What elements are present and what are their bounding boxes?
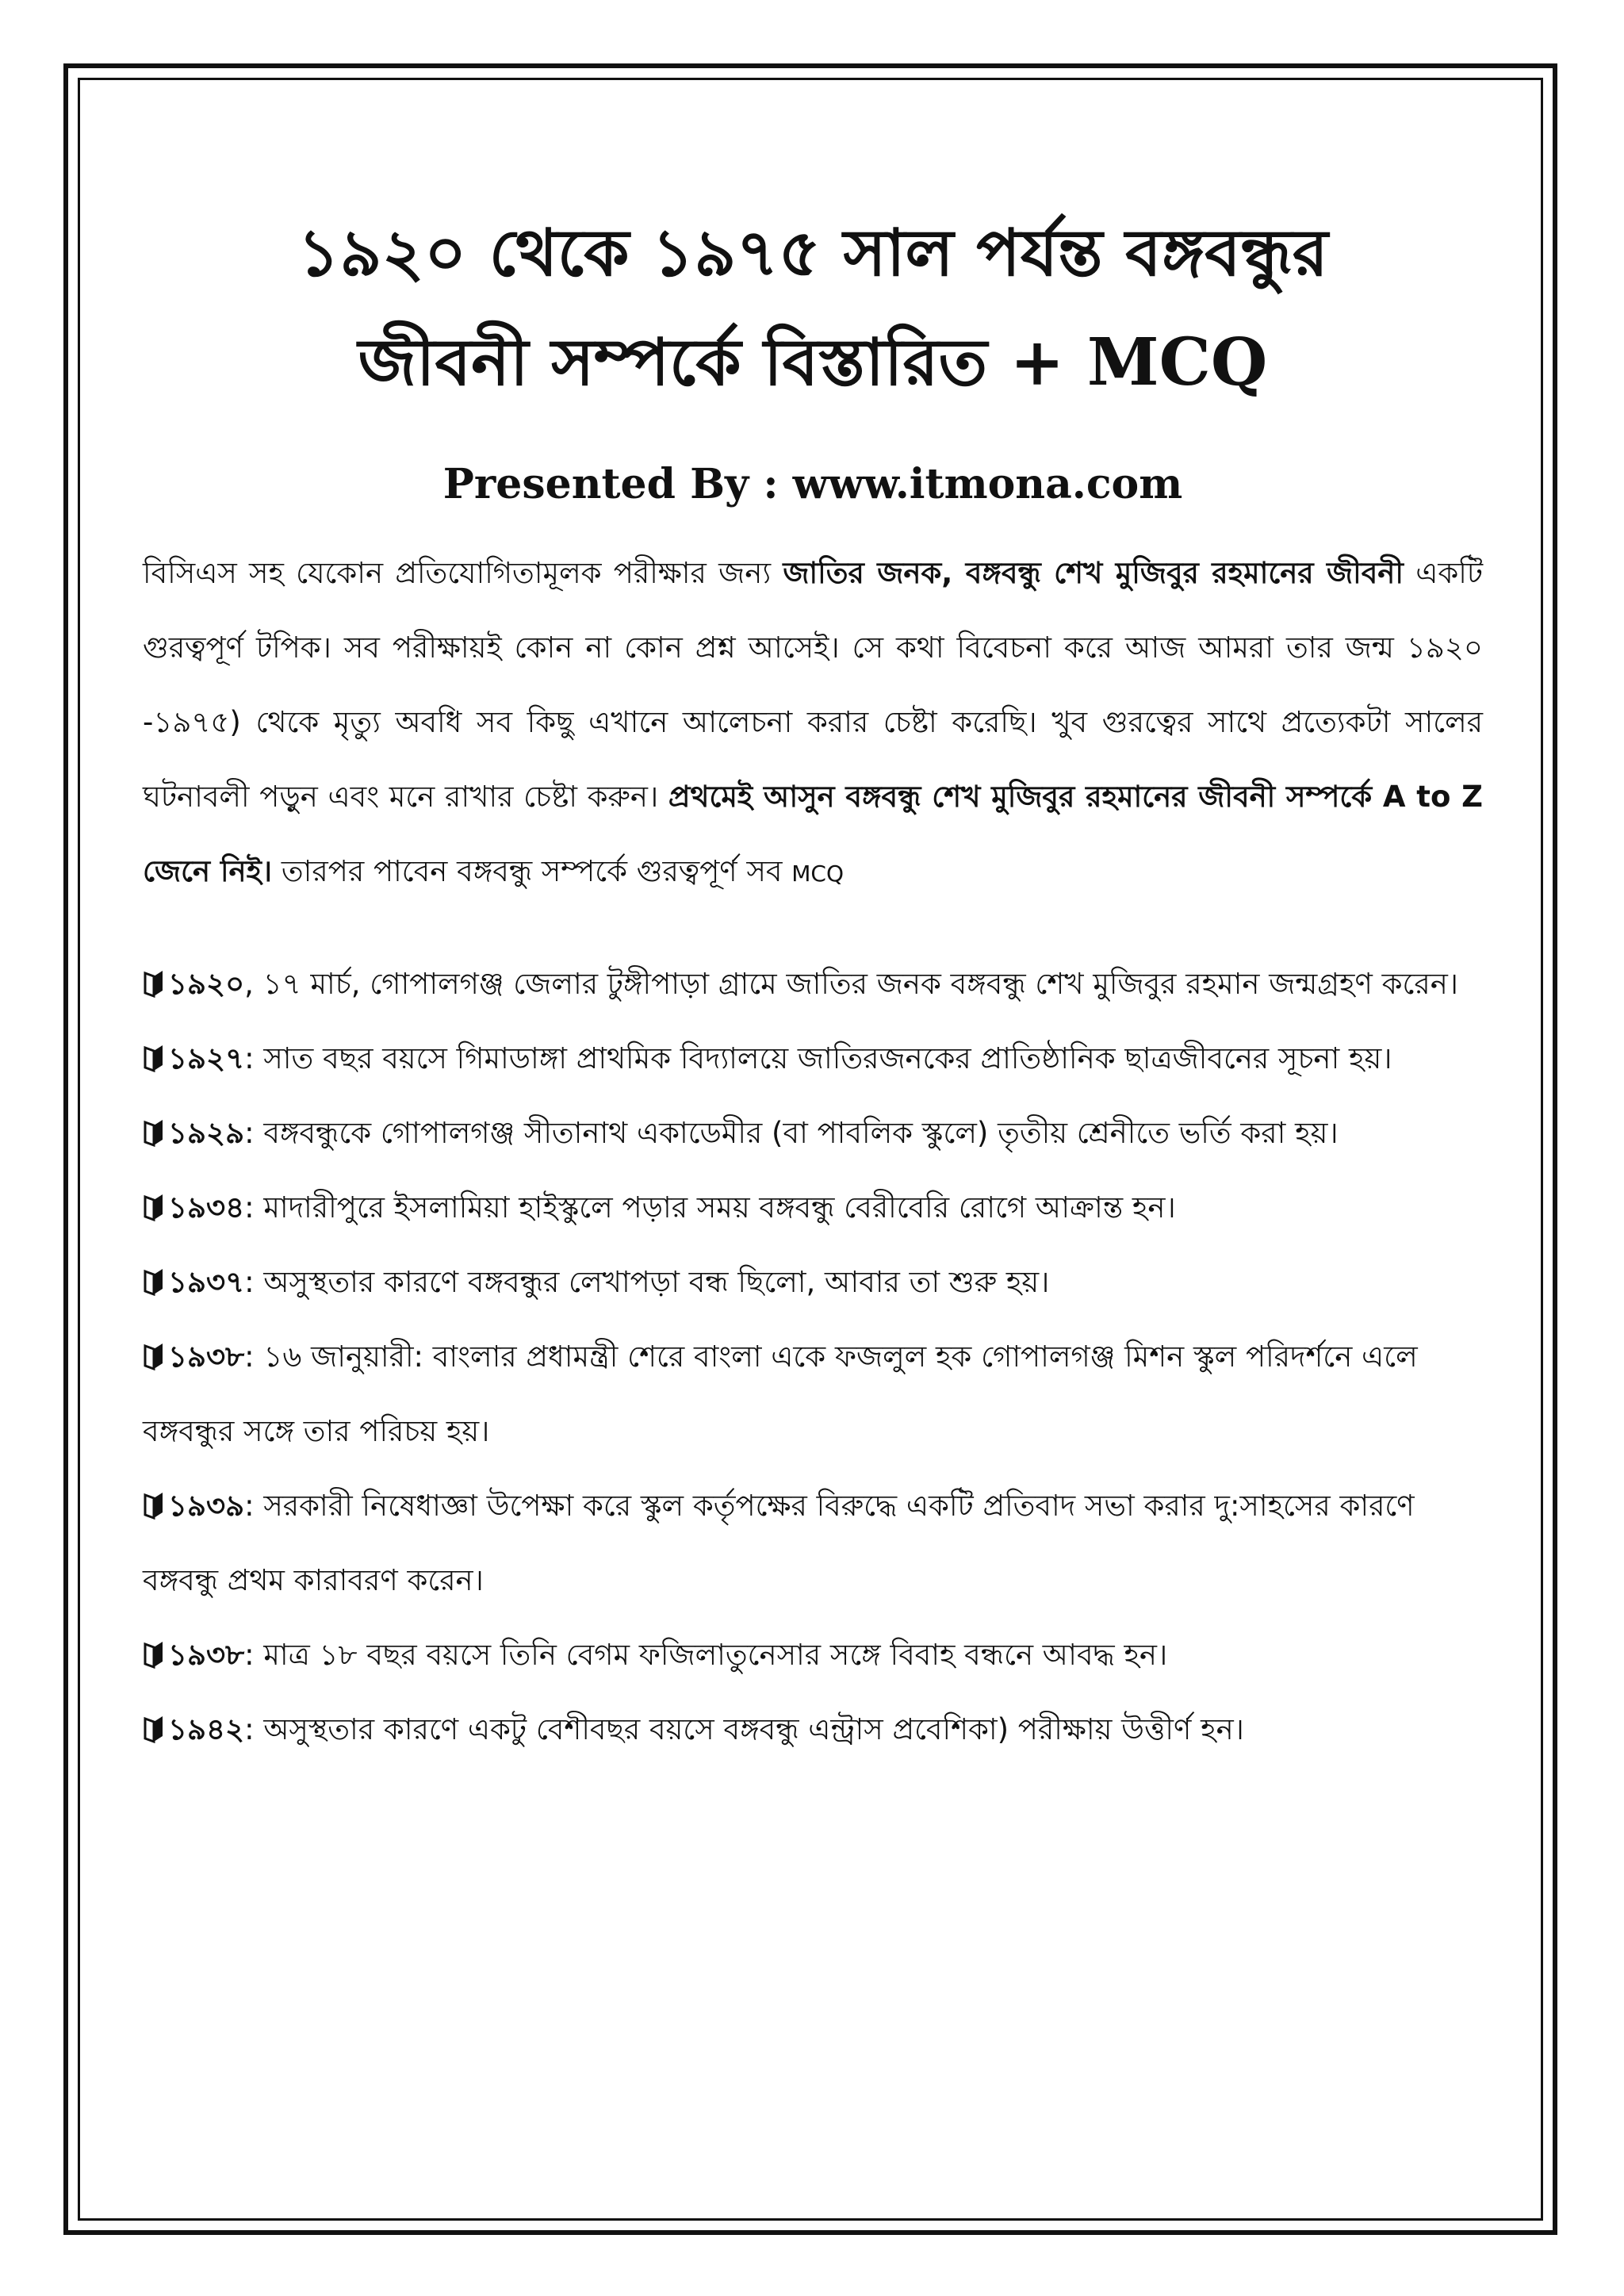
timeline-year: ১৯২৯ <box>168 1116 245 1150</box>
timeline-item <box>143 947 1483 1022</box>
presented-by: Presented By : www.itmona.com <box>442 460 1183 508</box>
intro-bold-1: জাতির জনক, বঙ্গবন্ধু শেখ মুজিবুর রহমানের জীবনী <box>783 556 1404 590</box>
timeline-year: ১৯২৭ <box>168 1041 245 1075</box>
timeline-item <box>143 1245 1483 1320</box>
timeline-year: ১৯৩৮ <box>168 1638 245 1672</box>
timeline-text: : মাত্র ১৮ বছর বয়সে তিনি বেগম ফজিলাতুনেসার সঙ্গে বিবাহ বন্ধনে আবদ্ধ হন। <box>244 1638 1168 1672</box>
timeline-year: ১৯৩৮ <box>168 1340 245 1374</box>
book-icon <box>143 1101 165 1131</box>
timeline-year: ১৯৩৯ <box>168 1489 245 1523</box>
timeline-text: : সরকারী নিষেধাজ্ঞা উপেক্ষা করে স্কুল কর্তৃপক্ষের বিরুদ্ধে একটি প্রতিবাদ সভা করার দু:সাহসের কারণে বঙ্গবন্ধু প্রথম কারাবরণ করেন। <box>143 1489 1415 1597</box>
book-icon <box>143 1026 165 1056</box>
book-icon <box>143 1623 165 1653</box>
intro-bold-2: প্রথমেই আসুন বঙ্গবন্ধু শেখ মুজিবুর রহমানের জীবনী সম্পর্কে A to Z জেনে নিই। <box>143 780 1483 888</box>
timeline-item <box>143 1692 1483 1767</box>
timeline-text: : অসুস্থতার কারণে একটু বেশীবছর বয়সে বঙ্গবন্ধু এন্ট্রাস প্রবেশিকা) পরীক্ষায় উত্তীর্ণ হন। <box>244 1712 1244 1746</box>
intro-text-2: একটি গুরত্বপূর্ণ টপিক। সব পরীক্ষায়ই কোন না কোন প্রশ্ন আসেই। সে কথা বিবেচনা করে আজ আমরা তার জন্ম ১৯২০ -১৯৭৫) থেকে মৃত্যু অবধি সব কিছু এখানে আলেচনা করার চেষ্টা করেছি। খুব গুরত্বের সাথে প্রত্যেকটা সালের ঘটনাবলী পড়ুন এবং মনে রাখার চেষ্টা করুন। <box>143 556 1483 814</box>
book-icon <box>143 1175 165 1205</box>
timeline-item <box>143 1469 1483 1618</box>
timeline-item <box>143 1618 1483 1692</box>
book-icon <box>143 952 165 982</box>
timeline-year: ১৯৩৪ <box>168 1190 245 1225</box>
timeline-item <box>143 1022 1483 1096</box>
title-line-2: জীবনী সম্পর্কে বিস্তারিত + MCQ <box>358 324 1268 401</box>
intro-mcq: MCQ <box>791 861 844 887</box>
timeline-text: : অসুস্থতার কারণে বঙ্গবন্ধুর লেখাপড়া বন্ধ ছিলো, আবার তা শুরু হয়। <box>244 1265 1050 1299</box>
intro-paragraph <box>143 536 1483 911</box>
timeline-year: ১৯৪২ <box>168 1712 245 1746</box>
timeline-year: ১৯৩৭ <box>168 1265 245 1299</box>
timeline-item <box>143 1171 1483 1245</box>
document-content <box>143 198 1483 1767</box>
title-line-1: ১৯২০ থেকে ১৯৭৫ সাল পর্যন্ত বঙ্গবন্ধুর <box>297 215 1328 291</box>
intro-text-1: বিসিএস সহ যেকোন প্রতিযোগিতামূলক পরীক্ষার জন্য <box>143 556 783 590</box>
book-icon <box>143 1474 165 1504</box>
timeline-list <box>143 947 1483 1767</box>
book-icon <box>143 1324 165 1355</box>
timeline-text: , ১৭ মার্চ, গোপালগঞ্জ জেলার টুঙ্গীপাড়া গ্রামে জাতির জনক বঙ্গবন্ধু শেখ মুজিবুর রহমান জন্মগ্রহণ করেন। <box>244 967 1459 1001</box>
book-icon <box>143 1250 165 1280</box>
timeline-text: : বঙ্গবন্ধুকে গোপালগঞ্জ সীতানাথ একাডেমীর (বা পাবলিক স্কুলে) তৃতীয় শ্রেনীতে ভর্তি করা হয়। <box>244 1116 1339 1150</box>
book-icon <box>143 1697 165 1727</box>
timeline-text: : সাত বছর বয়সে গিমাডাঙ্গা প্রাথমিক বিদ্যালয়ে জাতিরজনকের প্রাতিষ্ঠানিক ছাত্রজীবনের সূচনা হয়। <box>244 1041 1392 1075</box>
intro-text-3: তারপর পাবেন বঙ্গবন্ধু সম্পর্কে গুরত্বপূর্ণ সব <box>272 854 792 888</box>
page-title <box>143 198 1483 417</box>
timeline-year: ১৯২০ <box>168 967 245 1001</box>
timeline-text: : মাদারীপুরে ইসলামিয়া হাইস্কুলে পড়ার সময় বঙ্গবন্ধু বেরীবেরি রোগে আক্রান্ত হন। <box>244 1190 1176 1225</box>
timeline-text: : ১৬ জানুয়ারী: বাংলার প্রধামন্ত্রী শেরে বাংলা একে ফজলুল হক গোপালগঞ্জ মিশন স্কুল পরিদর্শনে এলে বঙ্গবন্ধুর সঙ্গে তার পরিচয় হয়। <box>143 1340 1418 1448</box>
timeline-item <box>143 1320 1483 1469</box>
timeline-item <box>143 1096 1483 1171</box>
